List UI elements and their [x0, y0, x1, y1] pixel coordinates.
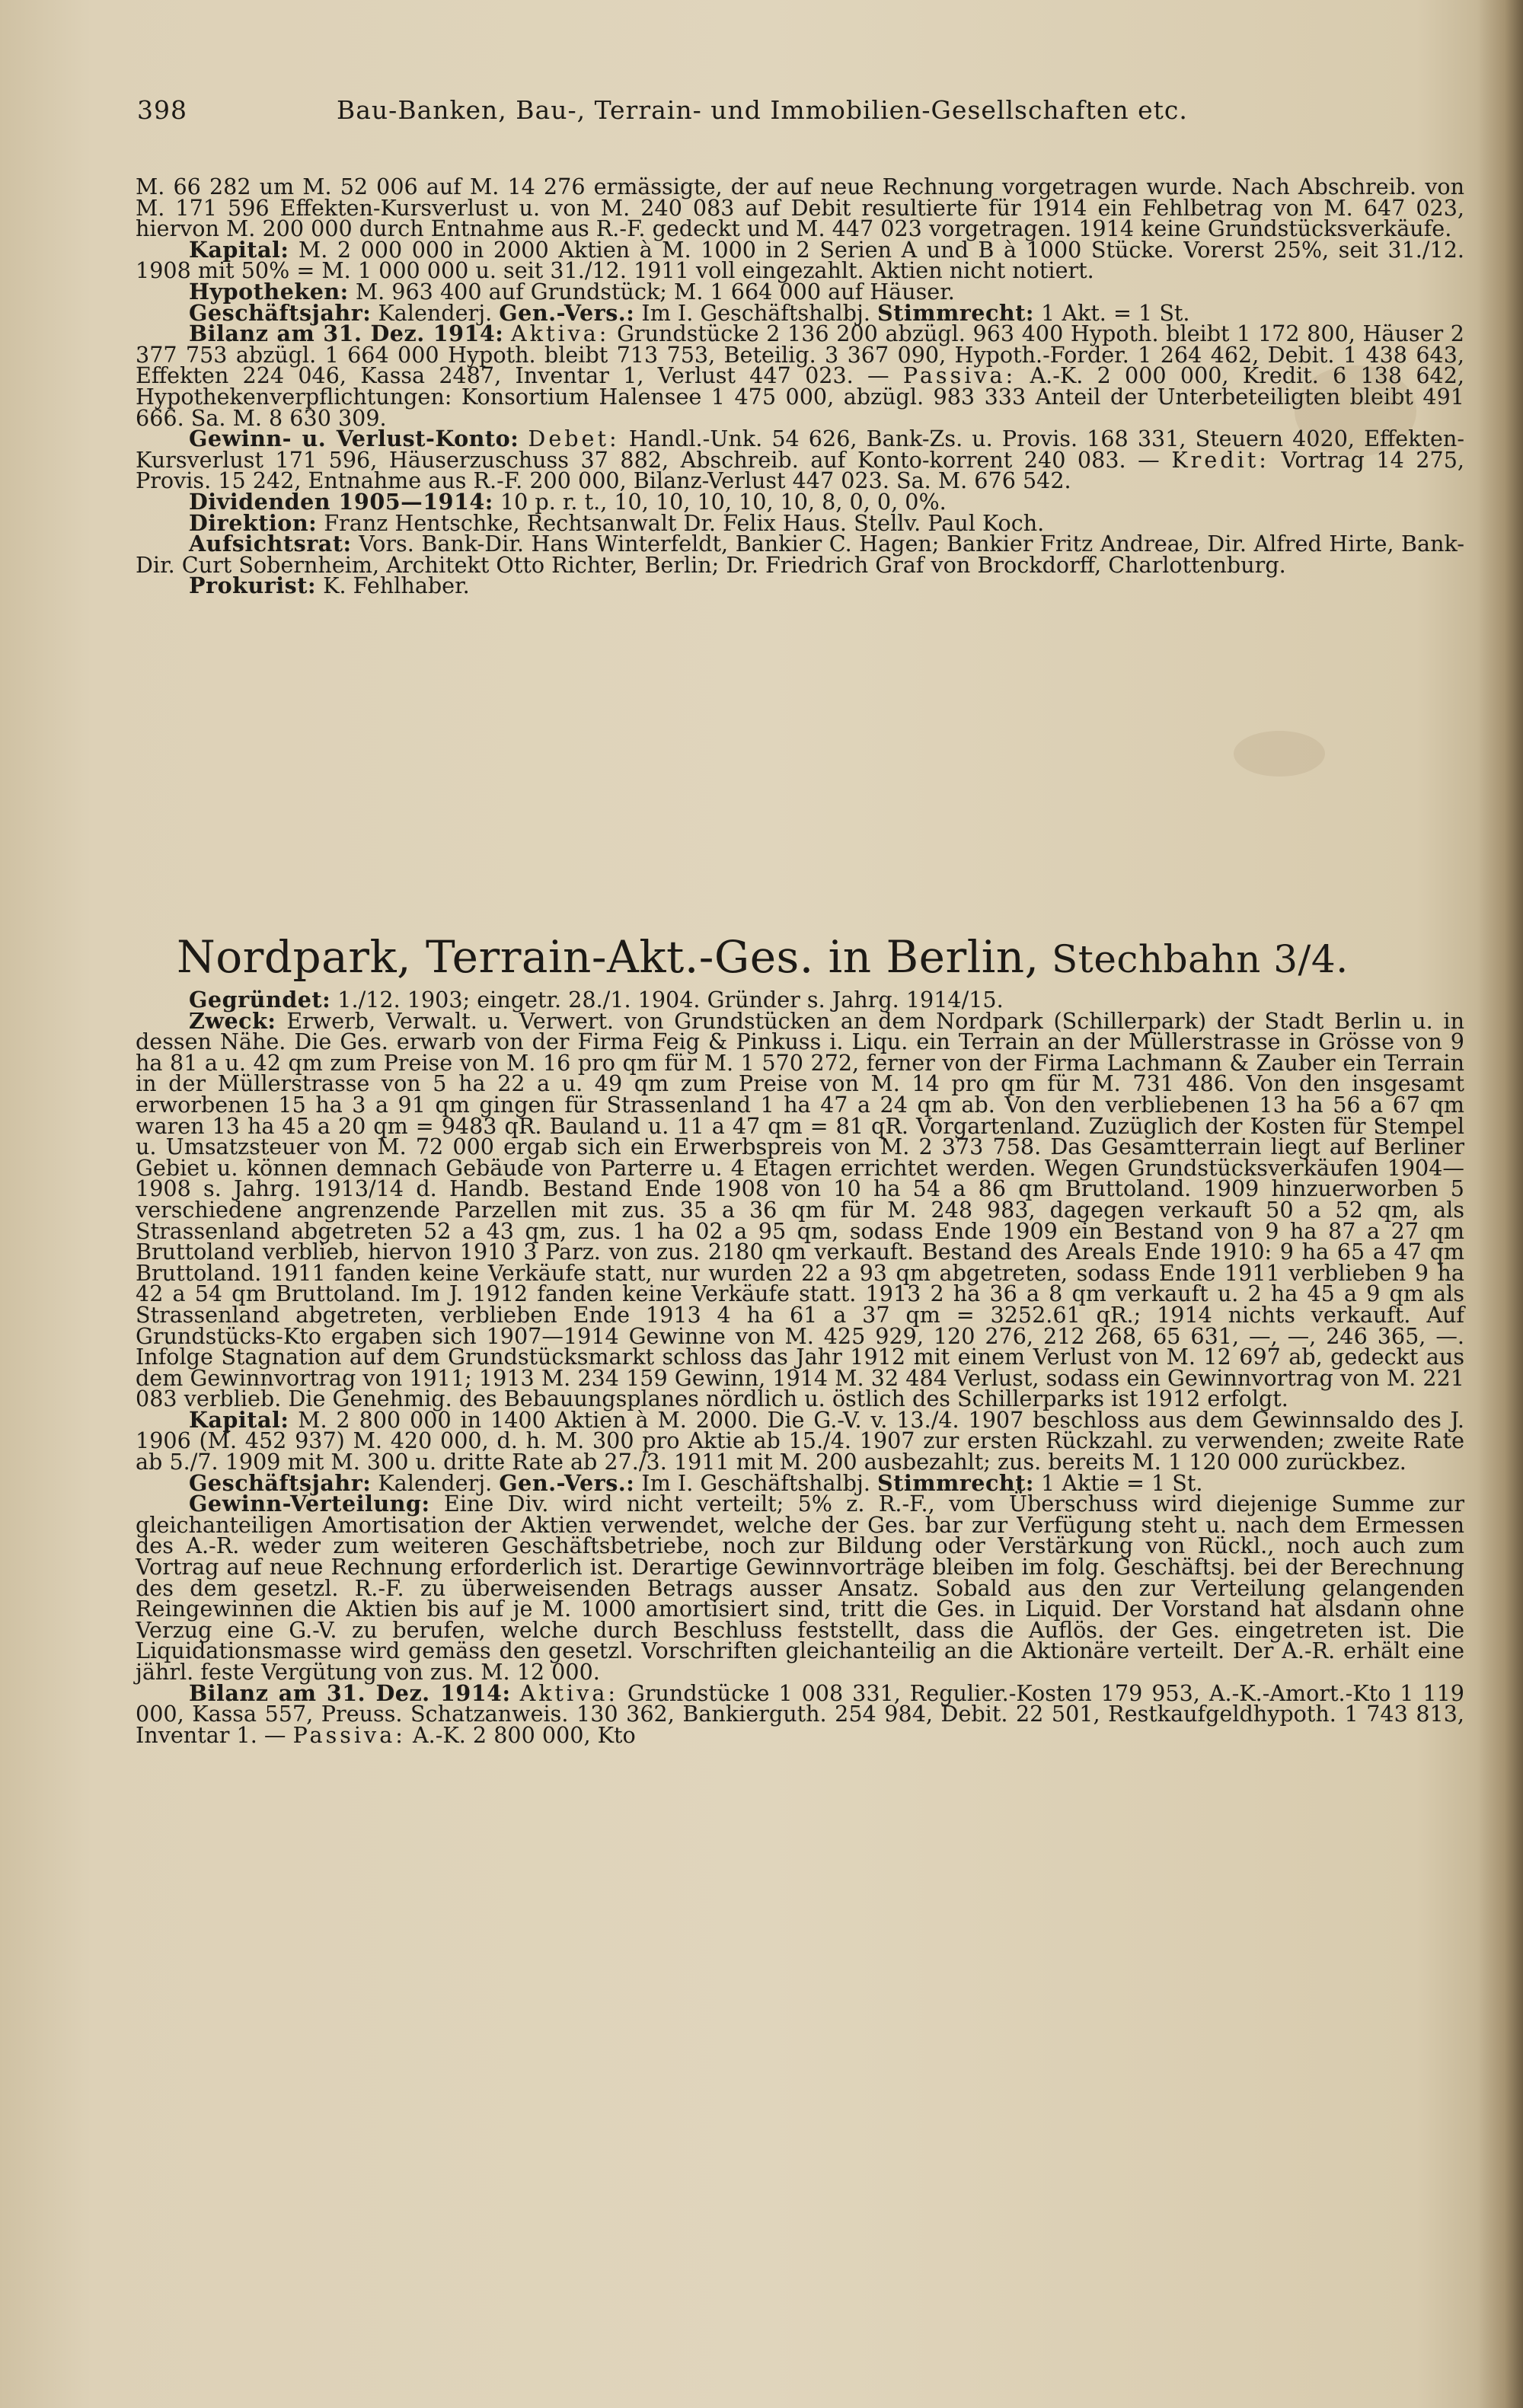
- page-number: 398: [137, 95, 187, 125]
- prev-direktion: Direktion: Franz Hentschke, Rechtsanwalt Dr. Felix Haus. Stellv. Paul Koch.: [189, 509, 1045, 536]
- running-title: Bau-Banken, Bau-, Terrain- und Immobilien-Gesellschaften etc.: [337, 95, 1188, 125]
- prev-geschaeftsjahr: Geschäftsjahr: Kalenderj. Gen.-Vers.: Im I. Geschäftshalbj. Stimmrecht: 1 Akt. = 1 St.: [189, 299, 1190, 326]
- company-geschaeftsjahr: Geschäftsjahr: Kalenderj. Gen.-Vers.: Im I. Geschäftshalbj. Stimmrecht: 1 Aktie = 1 St.: [189, 1469, 1203, 1496]
- company-section: [136, 987, 1465, 1748]
- company-gewinnverteilung: Gewinn-Verteilung: Eine Div. wird nicht verteilt; 5% z. R.-F., vom Überschuss wird diejenige Summe zur gleichanteiligen Amortisation der Aktien verwendet, welche der Ges. bar zur Verfügung steht u. nach dem Ermessen des A.-R. weder zum weiteren Geschäftsbetriebe, noch zur Bildung oder Verstärkung von Rückl., noch auch zum Vortrag auf neue Rechnung erforderlich ist. Derartige Gewinnvorträge bleiben im folg. Geschäftsj. bei der Berechnung des dem gesetzl. R.-F. zu überweisenden Betrags ausser Ansatz. Sobald aus den zur Verteilung gelangenden Reingewinnen die Aktien bis auf je M. 1000 amortisiert sind, tritt die Ges. in Liquid. Der Vorstand hat alsdann ohne Verzug eine G.-V. zu berufen, welche durch Beschluss feststellt, dass die Auflös. der Ges. eingetreten ist. Die Liquidationsmasse wird gemäss den gesetzl. Vorschriften gleichanteilig an die Aktionäre verteilt. Der A.-R. erhält eine jährl. feste Vergütung von zus. M. 12 000.: [136, 1491, 1464, 1685]
- company-gegruendet: Gegründet: 1./12. 1903; eingetr. 28./1. 1904. Gründer s. Jahrg. 1914/15.: [189, 987, 1004, 1013]
- prev-prokurist: Prokurist: K. Fehlhaber.: [189, 572, 470, 599]
- prev-hypotheken: Hypotheken: M. 963 400 auf Grundstück; M. 1 664 000 auf Häuser.: [189, 278, 955, 305]
- prev-guv: Gewinn- u. Verlust-Konto: Debet: Handl.-Unk. 54 626, Bank-Zs. u. Provis. 168 331, Steuern 4020, Effekten-Kursverlust 171 596, Häuserzuschuss 37 882, Abschreib. auf Konto-korrent 240 083. — Kredit: Vortrag 14 275, Provis. 15 242, Entnahme aus R.-F. 200 000, Bilanz-Verlust 447 023. Sa. M. 676 542.: [136, 426, 1465, 494]
- company-title: [177, 933, 1471, 984]
- prev-kapital: Kapital: M. 2 000 000 in 2000 Aktien à M. 1000 in 2 Serien A und B à 1000 Stücke. Vorerst 25%, seit 31./12. 1908 mit 50% = M. 1 000 000 u. seit 31./12. 1911 voll eingezahlt. Aktien nicht notiert.: [136, 236, 1464, 284]
- prev-aufsichtsrat: Aufsichtsrat: Vors. Bank-Dir. Hans Winterfeldt, Bankier C. Hagen; Bankier Fritz Andreae, Dir. Alfred Hirte, Bank-Dir. Curt Sobernheim, Architekt Otto Richter, Berlin; Dr. Friedrich Graf von Brockdorff, Charlottenburg.: [136, 531, 1464, 578]
- page-header: [137, 95, 1371, 133]
- prev-company-section: [136, 174, 1465, 599]
- page-spine-shadow: [1477, 0, 1523, 2408]
- prev-bilanz: Bilanz am 31. Dez. 1914: Aktiva: Grundstücke 2 136 200 abzügl. 963 400 Hypoth. bleibt 1 172 800, Häuser 2 377 753 abzügl. 1 664 000 Hypoth. bleibt 713 753, Beteilig. 3 367 090, Hypoth.-Forder. 1 264 462, Debit. 1 438 643, Effekten 224 046, Kassa 2487, Inventar 1, Verlust 447 023. — Passiva: A.-K. 2 000 000, Kredit. 6 138 642, Hypothekenverpflichtungen: Konsortium Halensee 1 475 000, abzügl. 983 333 Anteil der Unterbeteiligten bleibt 491 666. Sa. M. 8 630 309.: [136, 321, 1465, 431]
- company-bilanz: Bilanz am 31. Dez. 1914: Aktiva: Grundstücke 1 008 331, Regulier.-Kosten 179 953, A.-K.-Amort.-Kto 1 119 000, Kassa 557, Preuss. Schatzanweis. 130 362, Bankierguth. 254 984, Debit. 22 501, Restkaufgeldhypoth. 1 743 813, Inventar 1. — Passiva: A.-K. 2 800 000, Kto: [136, 1679, 1465, 1748]
- paper-stain: [1234, 731, 1325, 777]
- company-zweck: Zweck: Erwerb, Verwalt. u. Verwert. von Grundstücken an dem Nordpark (Schillerpark) der Stadt Berlin u. in dessen Nähe. Die Ges. erwarb von der Firma Feig & Pinkuss i. Liqu. ein Terrain an der Müllerstrasse in Grösse von 9 ha 81 a u. 42 qm zum Preise von M. 16 pro qm für M. 1 570 272, ferner von der Firma Lachmann & Zauber ein Terrain in der Müllerstrasse von 5 ha 22 a u. 49 qm zum Preise von M. 14 pro qm für M. 731 486. Von den insgesamt erworbenen 15 ha 3 a 91 qm gingen für Strassenland 1 ha 47 a 24 qm ab. Von den verbliebenen 13 ha 56 a 67 qm waren 13 ha 45 a 20 qm = 9483 qR. Bauland u. 11 a 47 qm = 81 qR. Vorgartenland. Zuzüglich der Kosten für Stempel u. Umsatzsteuer von M. 72 000 ergab sich ein Erwerbspreis von M. 2 373 758. Das Gesamtterrain liegt auf Berliner Gebiet u. können demnach Gebäude von Parterre u. 4 Etagen errichtet werden. Wegen Grundstücksverkäufen 1904—1908 s. Jahrg. 1913/14 d. Handb. Bestand Ende 1908 von 10 ha 54 a 86 qm Bruttoland. 1909 hinzuerworben 5 verschiedene angrenzende Parzellen mit zus. 35 a 36 qm für M. 248 983, dagegen verkauft 50 a 52 qm, als Strassenland abgetreten 52 a 43 qm, zus. 1 ha 02 a 95 qm, sodass Ende 1909 ein Bestand von 9 ha 87 a 27 qm Bruttoland verblieb, hiervon 1910 3 Parz. von zus. 2180 qm verkauft. Bestand des Areals Ende 1910: 9 ha 65 a 47 qm Bruttoland. 1911 fanden keine Verkäufe statt, nur wurden 22 a 93 qm abgetreten, sodass Ende 1911 verblieben 9 ha 42 a 54 qm Bruttoland. Im J. 1912 fanden keine Verkäufe statt. 1913 2 ha 36 a 8 qm verkauft u. 2 ha 45 a 9 qm als Strassenland abgetreten, verblieben Ende 1913 4 ha 61 a 37 qm = 3252.61 qR.; 1914 nichts verkauft. Auf Grundstücks-Kto ergaben sich 1907—1914 Gewinne von M. 425 929, 120 276, 212 268, 65 631, —, —, 246 365, —. Infolge Stagnation auf dem Grundstücksmarkt schloss das Jahr 1912 mit einem Verlust von M. 12 697 ab, gedeckt aus dem Gewinnvortrag von 1911; 1913 M. 234 159 Gewinn, 1914 M. 32 484 Verlust, sodass ein Gewinnvortrag von M. 221 083 verblieb. Die Genehmig. des Bebauungsplanes nördlich u. östlich des Schillerparks ist 1912 erfolgt.: [136, 1007, 1464, 1412]
- company-name: Nordpark, Terrain-Akt.-Ges. in Berlin,: [177, 931, 1039, 983]
- prev-intro: M. 66 282 um M. 52 006 auf M. 14 276 ermässigte, der auf neue Rechnung vorgetragen wurde. Nach Abschreib. von M. 171 596 Effekten-Kursverlust u. von M. 240 083 auf Debit resultierte für 1914 ein Fehlbetrag von M. 647 023, hiervon M. 200 000 durch Entnahme aus R.-F. gedeckt und M. 447 023 vorgetragen. 1914 keine Grundstücksverkäufe.: [136, 174, 1464, 242]
- company-kapital: Kapital: M. 2 800 000 in 1400 Aktien à M. 2000. Die G.-V. v. 13./4. 1907 beschloss aus dem Gewinnsaldo des J. 1906 (M. 452 937) M. 420 000, d. h. M. 300 pro Aktie ab 15./4. 1907 zur ersten Rückzahl. zu verwenden; zweite Rate ab 5./7. 1909 mit M. 300 u. dritte Rate ab 27./3. 1911 mit M. 200 ausbezahlt; zus. bereits M. 1 120 000 zurückbez.: [136, 1406, 1464, 1475]
- prev-dividenden: Dividenden 1905—1914: 10 p. r. t., 10, 10, 10, 10, 10, 8, 0, 0, 0%.: [189, 488, 947, 515]
- company-location: Stechbahn 3/4.: [1039, 937, 1349, 981]
